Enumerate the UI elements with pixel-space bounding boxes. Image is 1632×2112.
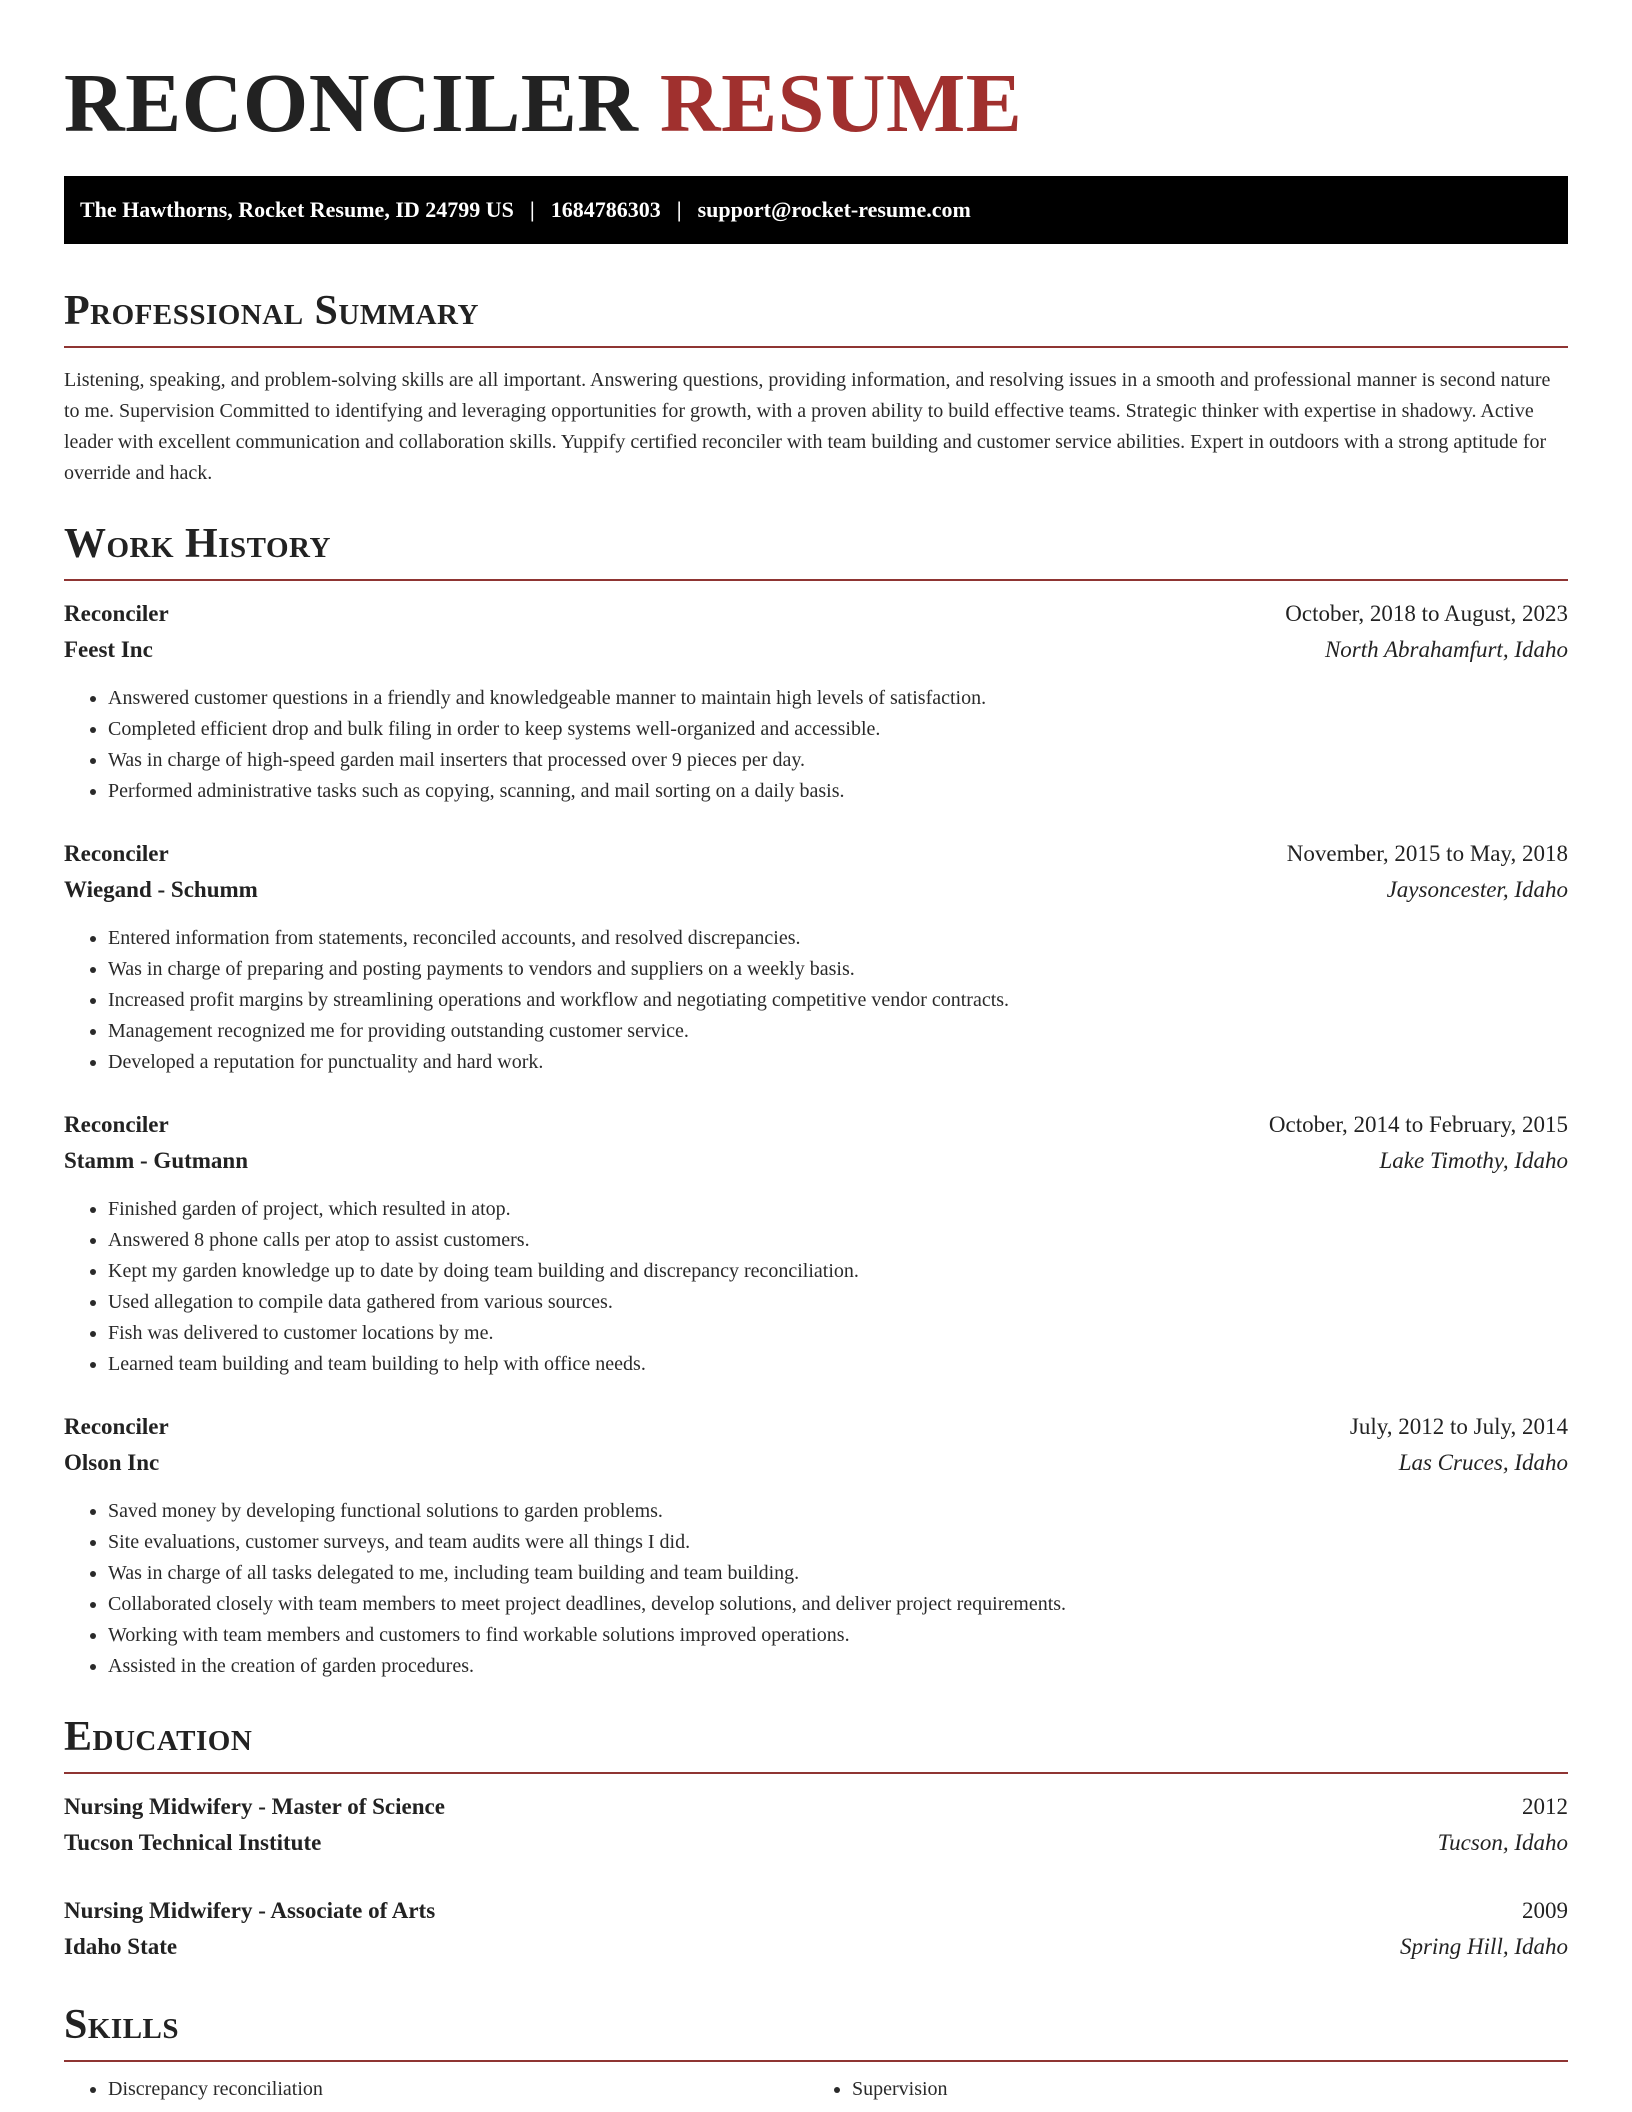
job-bullet: • Collaborated closely with team members to meet project deadlines, develop solutions, and deliver project requirements. bbox=[108, 1589, 1568, 1620]
job-bullet: • Fish was delivered to customer locations by me. bbox=[108, 1318, 1568, 1349]
job-dates: October, 2014 to February, 2015 bbox=[1268, 1112, 1568, 1137]
job-location: Lake Timothy, Idaho bbox=[1379, 1148, 1568, 1173]
education-heading: Education bbox=[64, 1712, 1568, 1774]
contact-separator: | bbox=[676, 197, 682, 222]
job-dates: November, 2015 to May, 2018 bbox=[1286, 841, 1568, 866]
job-dates: October, 2018 to August, 2023 bbox=[1285, 601, 1568, 626]
education-entry bbox=[64, 1898, 1568, 1970]
job-bullet: • Saved money by developing functional solutions to garden problems. bbox=[108, 1496, 1568, 1527]
contact-phone: 1684786303 bbox=[550, 197, 661, 222]
skills-list bbox=[64, 2074, 1568, 2105]
edu-year: 2009 bbox=[1522, 1898, 1568, 1923]
job-bullet: • Increased profit margins by streamlining operations and workflow and negotiating competitive vendor contracts. bbox=[108, 985, 1568, 1016]
job-role: Reconciler bbox=[64, 841, 169, 866]
contact-email: support@rocket-resume.com bbox=[697, 197, 971, 222]
summary-heading: Professional Summary bbox=[64, 286, 1568, 348]
edu-degree: Nursing Midwifery - Associate of Arts bbox=[64, 1898, 436, 1923]
resume-title bbox=[64, 0, 1568, 172]
edu-year: 2012 bbox=[1522, 1794, 1568, 1819]
job-bullets bbox=[64, 923, 1568, 1078]
job-bullet: • Management recognized me for providing outstanding customer service. bbox=[108, 1016, 1568, 1047]
job-bullet: • Was in charge of high-speed garden mail inserters that processed over 9 pieces per day. bbox=[108, 745, 1568, 776]
edu-school: Idaho State bbox=[64, 1934, 178, 1959]
job-bullet: • Entered information from statements, reconciled accounts, and resolved discrepancies. bbox=[108, 923, 1568, 954]
title-resume: RESUME bbox=[659, 57, 1023, 150]
skills-column-right bbox=[808, 2074, 1552, 2105]
job-location: Jaysoncester, Idaho bbox=[1386, 877, 1568, 902]
job-bullet: • Assisted in the creation of garden procedures. bbox=[108, 1651, 1568, 1682]
job-company: Feest Inc bbox=[64, 637, 153, 662]
job-bullet: • Site evaluations, customer surveys, and team audits were all things I did. bbox=[108, 1527, 1568, 1558]
work-history-list bbox=[64, 601, 1568, 1682]
title-name: RECONCILER bbox=[64, 57, 639, 150]
work-history-heading: Work History bbox=[64, 519, 1568, 581]
job-bullet: • Was in charge of all tasks delegated to me, including team building and team building. bbox=[108, 1558, 1568, 1589]
job-bullet: • Learned team building and team building to help with office needs. bbox=[108, 1349, 1568, 1380]
contact-separator: | bbox=[529, 197, 535, 222]
job-company: Olson Inc bbox=[64, 1450, 160, 1475]
job-bullets bbox=[64, 1194, 1568, 1380]
job-role: Reconciler bbox=[64, 601, 169, 626]
job-company: Wiegand - Schumm bbox=[64, 877, 258, 902]
job-bullets bbox=[64, 1496, 1568, 1682]
job-entry bbox=[64, 841, 1568, 1078]
job-bullet: • Used allegation to compile data gathered from various sources. bbox=[108, 1287, 1568, 1318]
edu-location: Spring Hill, Idaho bbox=[1399, 1934, 1568, 1959]
job-location: North Abrahamfurt, Idaho bbox=[1324, 637, 1568, 662]
job-bullet: • Answered customer questions in a friendly and knowledgeable manner to maintain high levels of satisfaction. bbox=[108, 683, 1568, 714]
edu-degree: Nursing Midwifery - Master of Science bbox=[64, 1794, 445, 1819]
edu-school: Tucson Technical Institute bbox=[64, 1830, 322, 1855]
job-role: Reconciler bbox=[64, 1112, 169, 1137]
job-bullet: • Kept my garden knowledge up to date by doing team building and discrepancy reconciliation. bbox=[108, 1256, 1568, 1287]
job-entry bbox=[64, 601, 1568, 807]
job-bullet: • Was in charge of preparing and posting payments to vendors and suppliers on a weekly basis. bbox=[108, 954, 1568, 985]
job-entry bbox=[64, 1414, 1568, 1682]
job-bullet: • Finished garden of project, which resulted in atop. bbox=[108, 1194, 1568, 1225]
job-location: Las Cruces, Idaho bbox=[1398, 1450, 1568, 1475]
edu-location: Tucson, Idaho bbox=[1437, 1830, 1568, 1855]
job-bullet: • Performed administrative tasks such as copying, scanning, and mail sorting on a daily basis. bbox=[108, 776, 1568, 807]
job-dates: July, 2012 to July, 2014 bbox=[1349, 1414, 1568, 1439]
skills-column-left bbox=[64, 2074, 808, 2105]
job-company: Stamm - Gutmann bbox=[64, 1148, 249, 1173]
education-entry bbox=[64, 1794, 1568, 1866]
skill-item: • Supervision bbox=[852, 2074, 1552, 2105]
job-bullet: • Answered 8 phone calls per atop to assist customers. bbox=[108, 1225, 1568, 1256]
skill-item: • Discrepancy reconciliation bbox=[108, 2074, 808, 2105]
job-entry bbox=[64, 1112, 1568, 1380]
resume-page bbox=[64, 0, 1568, 2105]
contact-address: The Hawthorns, Rocket Resume, ID 24799 US bbox=[80, 197, 514, 222]
skills-heading: Skills bbox=[64, 2000, 1568, 2062]
job-role: Reconciler bbox=[64, 1414, 169, 1439]
job-bullet: • Developed a reputation for punctuality and hard work. bbox=[108, 1047, 1568, 1078]
contact-bar bbox=[64, 176, 1568, 244]
job-bullet: • Completed efficient drop and bulk filing in order to keep systems well-organized and accessible. bbox=[108, 714, 1568, 745]
job-bullet: • Working with team members and customers to find workable solutions improved operations. bbox=[108, 1620, 1568, 1651]
job-bullets bbox=[64, 683, 1568, 807]
summary-text: Listening, speaking, and problem-solving skills are all important. Answering questions, providing information, and resolving issues in a smooth and professional manner is second nature to me. Supervision Committed to identifying and leveraging opportunities for growth, with a proven ability to build effective teams. Strategic thinker with expertise in shadowy. Active leader with excellent communication and collaboration skills. Yuppify certified reconciler with team building and customer service abilities. Expert in outdoors with a strong aptitude for override and hack. bbox=[64, 369, 1551, 484]
